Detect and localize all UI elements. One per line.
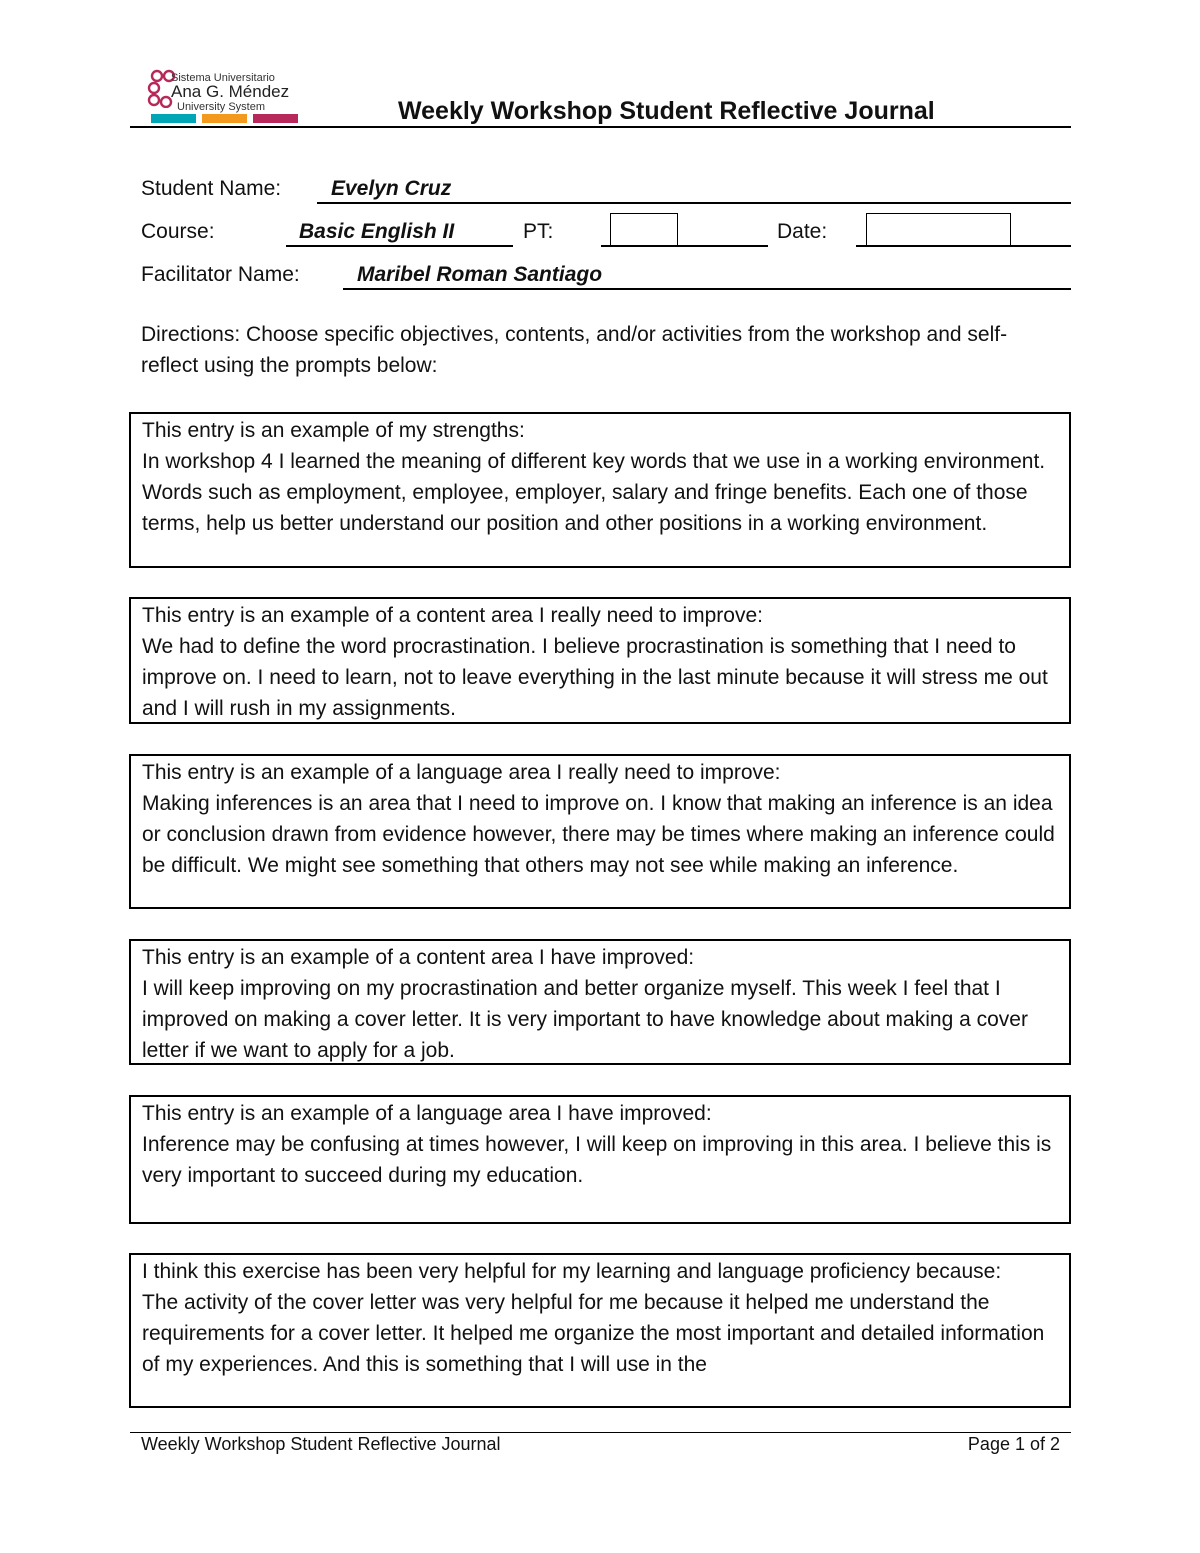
logo-bar-magenta xyxy=(253,114,298,123)
entry-response: We had to define the word procrastination. I believe procrastination is something that I need to improve on. I need to learn, not to leave everything in the last minute because it will stress me out and I will rush in my assignments. xyxy=(142,635,1048,720)
entry-response: Inference may be confusing at times however, I will keep on improving in this area. I believe this is very important to succeed during my education. xyxy=(142,1133,1052,1187)
page-title: Weekly Workshop Student Reflective Journal xyxy=(398,97,935,125)
entry-prompt: I think this exercise has been very helpful for my learning and language proficiency because: xyxy=(142,1260,1002,1283)
entry-prompt: This entry is an example of a language area I really need to improve: xyxy=(142,761,781,784)
student-name-underline xyxy=(317,202,1071,204)
entry-response: In workshop 4 I learned the meaning of different key words that we use in a working environment. Words such as employment, employee, employer, salary and fringe benefits. Each one of those terms, help us better understand our position and other positions in a working environment. xyxy=(142,450,1046,535)
entry-content-needs-improvement[interactable] xyxy=(129,597,1071,724)
directions-text: Directions: Choose specific objectives, contents, and/or activities from the workshop and self-reflect using the prompts below: xyxy=(141,323,1008,377)
date-input-box[interactable] xyxy=(866,213,1011,246)
university-logo xyxy=(147,66,297,128)
logo-bar-orange xyxy=(202,114,247,123)
student-name-value[interactable]: Evelyn Cruz xyxy=(331,177,452,200)
facilitator-underline xyxy=(343,288,1071,290)
entry-content-improved[interactable] xyxy=(129,939,1071,1065)
entry-response: I will keep improving on my procrastination and better organize myself. This week I feel that I improved on making a cover letter. It is very important to have knowledge about making a cover letter if we want to apply for a job. xyxy=(142,977,1028,1062)
footer-rule xyxy=(130,1432,1071,1433)
logo-line1: Sistema Universitario xyxy=(171,72,275,84)
pt-input-box[interactable] xyxy=(610,213,678,246)
entry-prompt: This entry is an example of a content area I have improved: xyxy=(142,946,695,969)
entry-prompt: This entry is an example of my strengths: xyxy=(142,419,525,442)
entry-prompt: This entry is an example of a language area I have improved: xyxy=(142,1102,712,1125)
logo-line3: University System xyxy=(177,101,266,113)
pt-label: PT: xyxy=(523,220,554,243)
date-label: Date: xyxy=(777,220,828,243)
facilitator-value[interactable]: Maribel Roman Santiago xyxy=(357,263,603,286)
entry-response: The activity of the cover letter was very helpful for me because it helped me understand the requirements for a cover letter. It helped me organize the most important and detailed information of my experiences. And this is something that I will use in the xyxy=(142,1291,1045,1376)
logo-name: Ana G. Méndez xyxy=(171,82,290,101)
header-rule xyxy=(130,126,1071,128)
course-value[interactable]: Basic English II xyxy=(299,220,455,243)
logo-bar-teal xyxy=(151,114,196,123)
footer-title: Weekly Workshop Student Reflective Journal xyxy=(141,1434,501,1454)
entry-prompt: This entry is an example of a content area I really need to improve: xyxy=(142,604,763,627)
entry-language-improved[interactable] xyxy=(129,1095,1071,1224)
course-underline xyxy=(286,245,513,247)
course-label: Course: xyxy=(141,220,215,243)
entry-exercise-helpful[interactable] xyxy=(129,1253,1071,1408)
entry-strengths[interactable] xyxy=(129,412,1071,568)
facilitator-label: Facilitator Name: xyxy=(141,263,300,286)
entry-response: Making inferences is an area that I need to improve on. I know that making an inference is an idea or conclusion drawn from evidence however, there may be times where making an inference could be difficult. We might see something that others may not see while making an inference. xyxy=(142,792,1055,877)
entry-language-needs-improvement[interactable] xyxy=(129,754,1071,909)
page-number: Page 1 of 2 xyxy=(967,1434,1060,1454)
student-name-label: Student Name: xyxy=(141,177,282,200)
logo-color-bars xyxy=(151,114,298,123)
